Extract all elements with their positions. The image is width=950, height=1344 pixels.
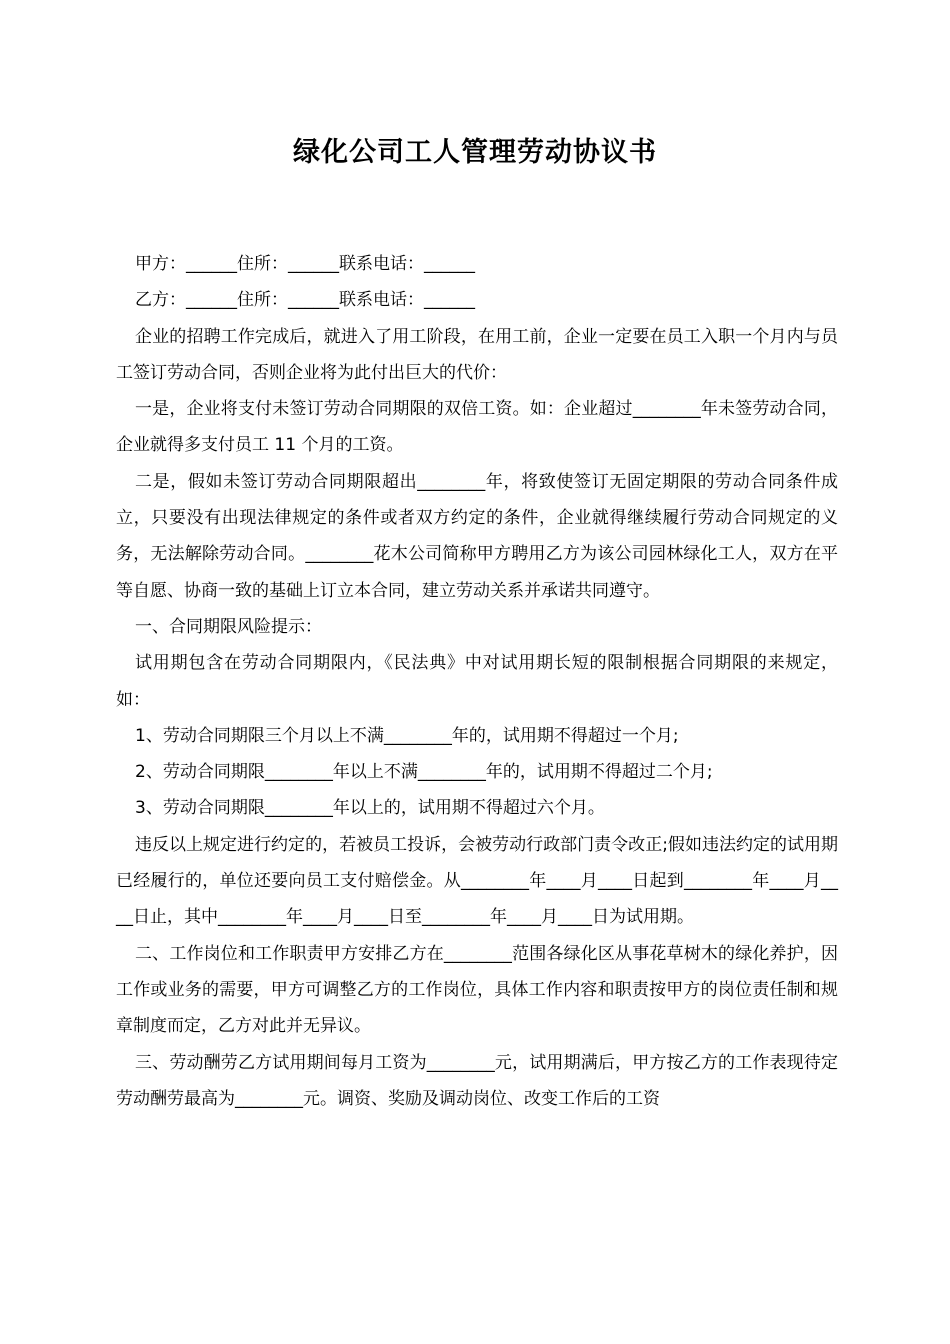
section-compensation: 三、劳动酬劳乙方试用期间每月工资为________元，试用期满后，甲方按乙方的工作表现待定劳动酬劳最高为________元。调资、奖励及调动岗位、改变工作后的工资 bbox=[116, 1052, 838, 1109]
section-job-duties: 二、工作岗位和工作职责甲方安排乙方在________范围各绿化区从事花草树木的绿化养护，因工作或业务的需要，甲方可调整乙方的工作岗位，具体工作内容和职责按甲方的岗位责任制和规章制度而定，乙方对此并无异议。 bbox=[116, 943, 838, 1037]
section-heading-contract-term: 一、合同期限风险提示： bbox=[135, 616, 322, 637]
first-risk-paragraph: 一是，企业将支付未签订劳动合同期限的双倍工资。如：企业超过________年未签劳动合同，企业就得多支付员工 11 个月的工资。 bbox=[116, 399, 838, 456]
document-body bbox=[116, 246, 838, 1117]
party-a-line: 甲方：______住所：______联系电话：______ bbox=[135, 254, 475, 274]
document-title: 绿化公司工人管理劳动协议书 bbox=[293, 137, 657, 168]
violation-paragraph: 违反以上规定进行约定的，若被员工投诉，会被劳动行政部门责令改正;假如违法约定的试用期已经履行的，单位还要向员工支付赔偿金。从________年____月____日起到________年____月____日止，其中________年____月____日至________年____月____日为试用期。 bbox=[116, 834, 838, 928]
intro-paragraph: 企业的招聘工作完成后，就进入了用工阶段，在用工前，企业一定要在员工入职一个月内与员工签订劳动合同，否则企业将为此付出巨大的代价： bbox=[116, 326, 838, 383]
probation-intro-paragraph: 试用期包含在劳动合同期限内，《民法典》中对试用期长短的限制根据合同期限的来规定，如： bbox=[116, 653, 838, 710]
probation-rule-1: 1、劳动合同期限三个月以上不满________年的，试用期不得超过一个月; bbox=[135, 725, 679, 746]
party-b-line: 乙方：______住所：______联系电话：______ bbox=[135, 290, 475, 311]
probation-rule-3: 3、劳动合同期限________年以上的，试用期不得超过六个月。 bbox=[135, 798, 605, 819]
probation-rule-2: 2、劳动合同期限________年以上不满________年的，试用期不得超过二个月; bbox=[135, 762, 713, 783]
second-risk-paragraph: 二是，假如未签订劳动合同期限超出________年，将致使签订无固定期限的劳动合同条件成立，只要没有出现法律规定的条件或者双方约定的条件，企业就得继续履行劳动合同规定的义务，无法解除劳动合同。________花木公司简称甲方聘用乙方为该公司园林绿化工人，双方在平等自愿、协商一致的基础上订立本合同，建立劳动关系并承诺共同遵守。 bbox=[116, 471, 838, 601]
